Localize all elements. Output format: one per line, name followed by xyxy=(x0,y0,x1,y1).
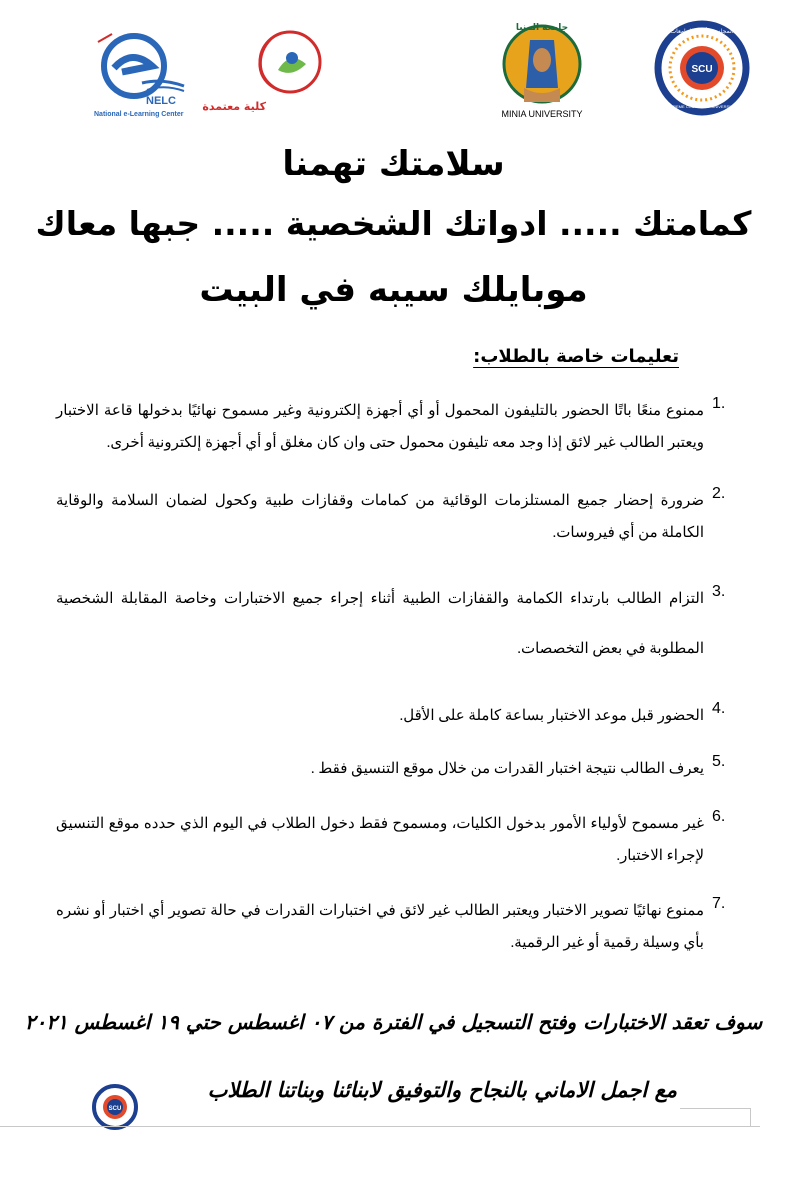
item-text: ممنوع منعًا باتًا الحضور بالتليفون المحمول أو أي أجهزة إلكترونية وغير مسموح نهائيًا بدخولها قاعة الاختبار ويعتبر الطالب غير لائق إذا وجد معه تليفون محمول حتى وان كان مغلق أو أي أجهزة إلكترونية أخرى. xyxy=(56,403,704,451)
item-number: 4. xyxy=(712,700,726,717)
item-number: 5. xyxy=(712,753,726,770)
scu-logo-caption: SUPREME COUNCIL OF UNIVERSITIES xyxy=(664,104,740,109)
footer-frame-corner xyxy=(680,1108,751,1127)
instructions-title: تعليمات خاصة بالطلاب: xyxy=(473,346,679,367)
item-number: 7. xyxy=(712,895,726,912)
nursing-logo-caption: كلية معتمدة xyxy=(202,100,266,113)
headline-bring-items: كمامتك ..... ادواتك الشخصية ..... جبها معاك xyxy=(35,204,752,243)
item-text: ممنوع نهائيًا تصوير الاختبار ويعتبر الطالب غير لائق في اختبارات القدرات في حالة تصوير أي اختبار أو نشره بأي وسيلة رقمية أو غير الرقمية. xyxy=(56,903,704,951)
item-text: التزام الطالب بارتداء الكمامة والقفازات الطبية أثناء إجراء جميع الاختبارات وخاصة المقابلة الشخصية المطلوبة في بعض التخصصات. xyxy=(56,591,704,657)
nursing-faculty-logo xyxy=(202,20,324,120)
item-text: ضرورة إحضار جميع المستلزمات الوقائية من كمامات وقفازات طبية وكحول لضمان السلامة والوقاية الكاملة من أي فيروسات. xyxy=(56,493,704,541)
headline-safety: سلامتك تهمنا xyxy=(282,144,505,184)
scu-small-logo-text: SCU xyxy=(108,1106,122,1112)
minia-logo-arabic: جامعة المنيا xyxy=(515,23,569,33)
footer-divider xyxy=(0,1126,760,1127)
item-number: 1. xyxy=(712,395,726,412)
minia-university-logo xyxy=(494,18,590,120)
item-number: 6. xyxy=(712,808,726,825)
closing-wishes: مع اجمل الاماني بالنجاح والتوفيق لابنائنا وبناتنا الطلاب xyxy=(207,1078,677,1102)
item-text: يعرف الطالب نتيجة اختبار القدرات من خلال موقع التنسيق فقط . xyxy=(310,761,704,777)
item-text: غير مسموح لأولياء الأمور بدخول الكليات، ومسموح فقط دخول الطلاب في اليوم الذي حدده موقع التنسيق لإجراء الاختبار. xyxy=(56,816,704,864)
nelc-logo-text: NELC xyxy=(146,95,176,107)
scu-logo-arabic: المجلس الأعلى للجامعات xyxy=(670,28,734,35)
scu-logo-center: SCU xyxy=(691,64,713,75)
headline-leave-phone: موبايلك سيبه في البيت xyxy=(199,270,588,310)
scu-small-logo xyxy=(92,1084,138,1130)
item-number: 3. xyxy=(712,583,726,600)
nelc-logo xyxy=(92,28,192,118)
exam-dates-note: سوف تعقد الاختبارات وفتح التسجيل في الفترة من ٠٧ اغسطس حتي ١٩ اغسطس ٢٠٢١ xyxy=(24,1010,763,1034)
item-text: الحضور قبل موعد الاختبار بساعة كاملة على الأقل. xyxy=(399,708,704,724)
scu-logo xyxy=(654,20,750,116)
item-number: 2. xyxy=(712,485,726,502)
minia-logo-caption: MINIA UNIVERSITY xyxy=(501,109,583,119)
logo-bar xyxy=(0,14,787,124)
nelc-logo-caption: National e-Learning Center xyxy=(94,111,184,118)
